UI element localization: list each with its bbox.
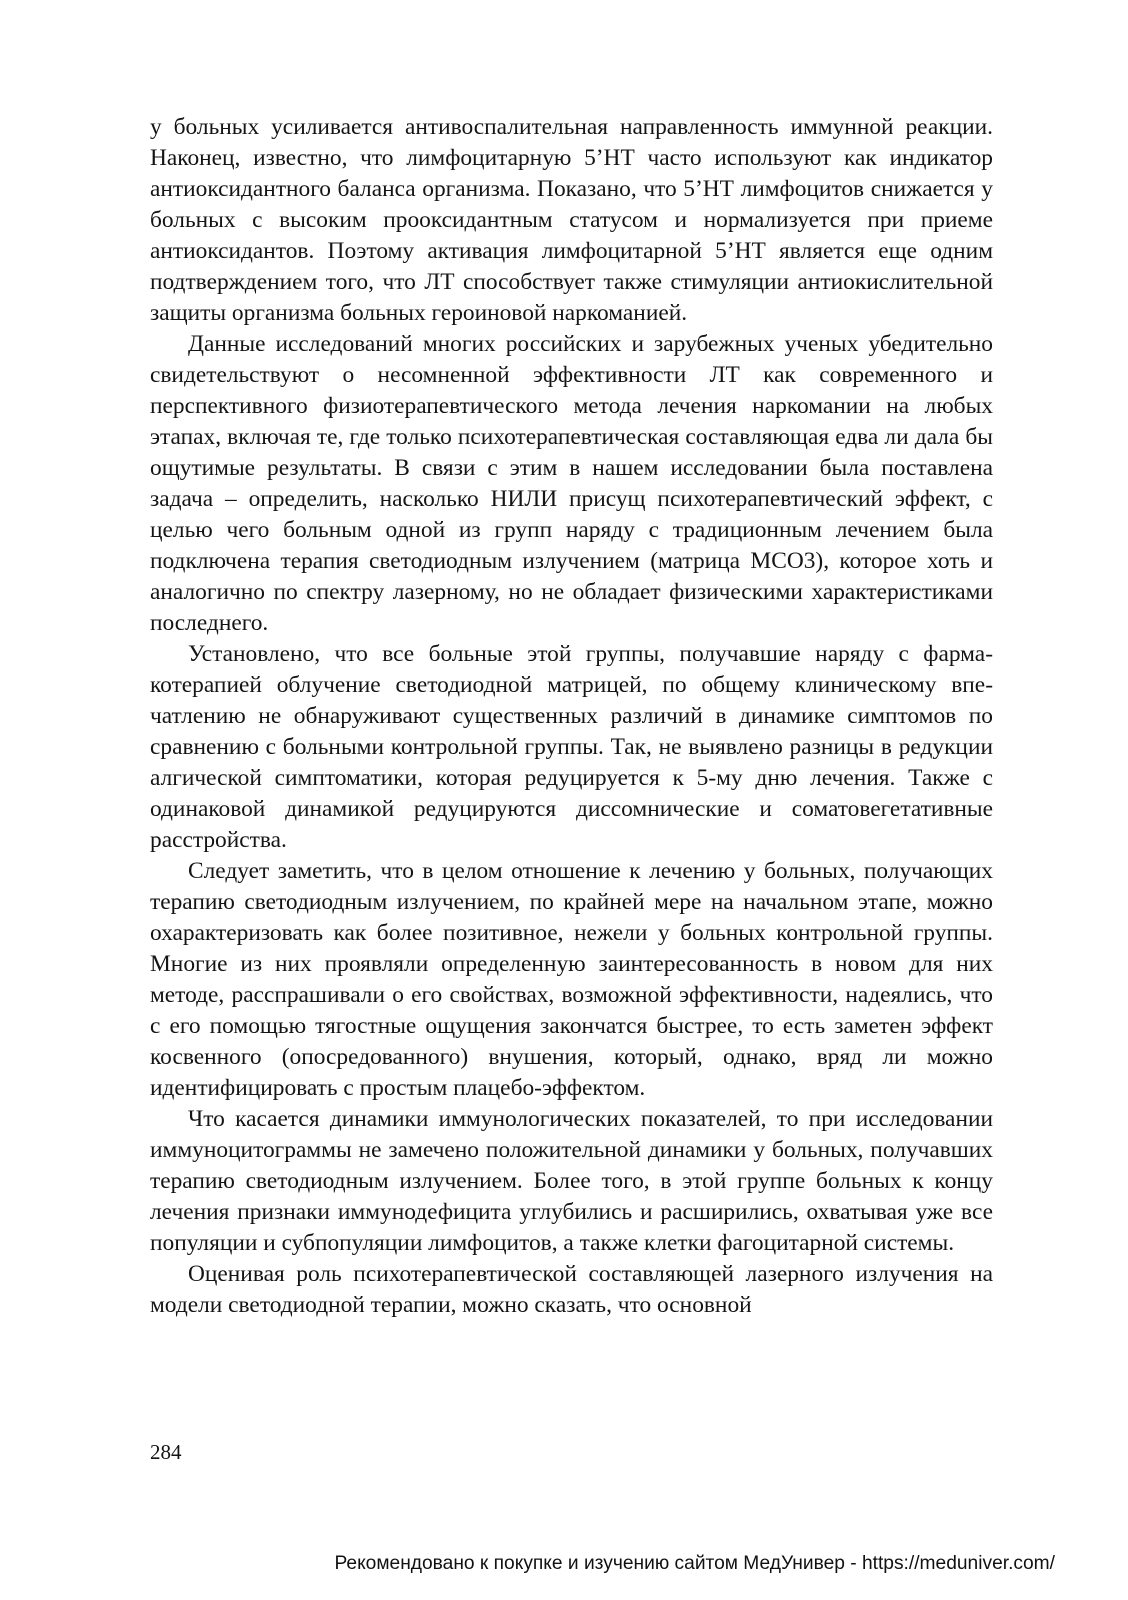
- page-number: 284: [150, 1440, 182, 1464]
- footer-recommendation: Рекомендовано к покупке и изучению сайтом МедУнивер - https://meduniver.com/: [334, 1553, 1055, 1574]
- paragraph-1: у больных усиливается антивоспалительная направленность иммунной реакции. Наконец, известно, что лимфоцитарную 5’НТ часто используют как индикатор антиоксидантного баланса организма. Показано, что 5’НТ лимфоцитов снижается у больных с высоким прооксидантным статусом и нормализуется при приеме антиоксидантов. Поэтому активация лимфоцитарной 5’НТ является еще одним подтверждением того, что ЛТ способствует также стимуляции антиокислительной защиты организма больных героиновой наркоманией.: [150, 114, 993, 326]
- paragraph-5: Что касается динамики иммунологических показателей, то при исследовании иммуноцитограммы не замечено положительной динамики у больных, получавших терапию светодиодным излучением. Более того, в этой группе больных к концу лечения признаки иммунодефицита углубились и расширились, охватывая уже все популяции и субпопуляции лимфоцитов, а также клетки фагоцитарной системы.: [150, 1106, 993, 1256]
- paragraph-2: Данные исследований многих российских и зарубежных ученых убедительно свидетельствуют о несомненной эффективности ЛТ как современного и перспективного физиотерапевтического метода лечения наркомании на любых этапах, включая те, где только психотерапевтическая составляющая едва ли дала бы ощутимые результаты. В связи с этим в нашем исследовании была поставлена задача – определить, насколько НИЛИ присущ психотерапевтический эффект, с целью чего больным одной из групп наряду с традиционным лечением была подключена терапия светодиодным излучением (матрица МСО3), которое хоть и аналогично по спектру лазерному, но не обладает физическими характеристиками последнего.: [150, 331, 993, 636]
- paragraph-6: Оценивая роль психотерапевтической составляющей лазерного излучения на модели светодиодной терапии, можно сказать, что основной: [150, 1261, 993, 1318]
- page-body: [150, 112, 993, 1321]
- paragraph-4: Следует заметить, что в целом отношение к лечению у больных, получающих терапию светодиодным излучением, по крайней мере на начальном этапе, можно охарактеризовать как более позитивное, нежели у больных контрольной группы. Многие из них проявляли определенную заинтересованность в новом для них методе, расспрашивали о его свойствах, возможной эффективности, надеялись, что с его помощью тягостные ощущения закончатся быстрее, то есть заметен эффект косвенного (опосредованного) внушения, который, однако, вряд ли можно идентифицировать с простым плацебо-эффектом.: [150, 858, 993, 1101]
- paragraph-3: Установлено, что все больные этой группы, получавшие наряду с фармакотерапией облучение светодиодной матрицей, по общему клиническому впечатлению не обнаруживают существенных различий в динамике симптомов по сравнению с больными контрольной группы. Так, не выявлено разницы в редукции алгической симптоматики, которая редуцируется к 5-му дню лечения. Также с одинаковой динамикой редуцируются диссомнические и соматовегетативные расстройства.: [150, 641, 993, 853]
